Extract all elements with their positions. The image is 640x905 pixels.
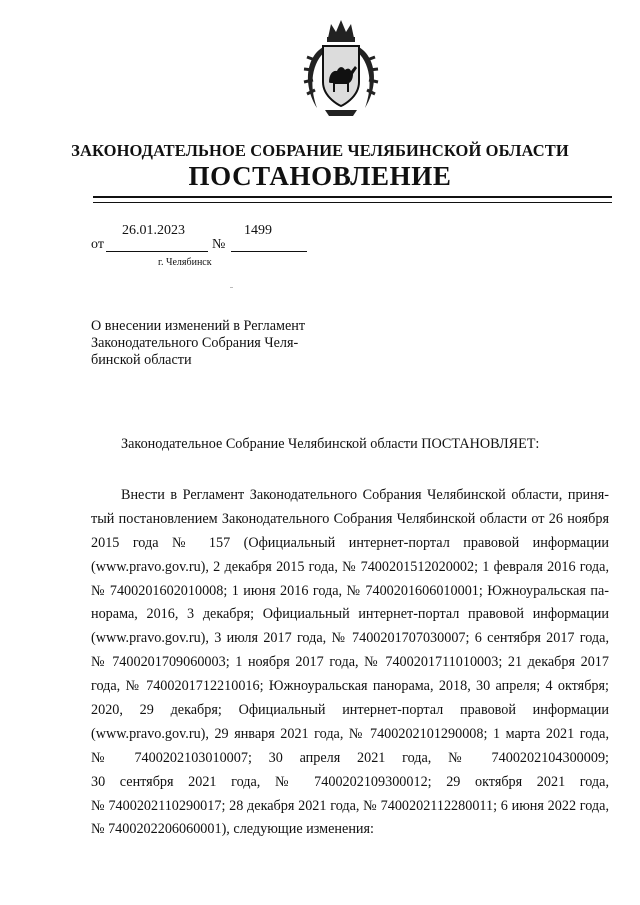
body-line: года, № 7400201712210016; Южноуральская панорама, 2018, 30 апреля; 4 октября; bbox=[91, 678, 609, 695]
city-label: г. Челябинск bbox=[158, 257, 212, 268]
subject-line: Законодательного Собрания Челя- bbox=[91, 335, 299, 351]
body-line: № 7400201602010008; 1 июня 2016 года, № 7400201606010001; Южноуральская па- bbox=[91, 582, 609, 599]
body-line: (www.pravo.gov.ru), 3 июля 2017 года, № 7400201707030007; 6 сентября 2017 года, bbox=[91, 630, 609, 647]
body-line: Внести в Регламент Законодательного Собрания Челябинской области, приня- bbox=[121, 487, 609, 503]
subject-line: О внесении изменений в Регламент bbox=[91, 318, 306, 334]
body-text bbox=[91, 484, 609, 842]
body-line: № 7400202103010007; 30 апреля 2021 года, № 7400202104300009; bbox=[91, 749, 609, 766]
date-underline bbox=[106, 251, 208, 252]
body-line: № 7400202206060001), следующие изменения: bbox=[91, 821, 374, 838]
body-line: 30 сентября 2021 года, № 7400202109300012; 29 октября 2021 года, bbox=[91, 773, 609, 790]
body-line: № 7400201709060003; 1 ноября 2017 года, № 7400201711010003; 21 декабря 2017 bbox=[91, 654, 609, 671]
resolution-statement: Законодательное Собрание Челябинской области ПОСТАНОВЛЯЕТ: bbox=[121, 436, 540, 452]
body-line: 2015 года № 157 (Официальный интернет-портал правовой информации bbox=[91, 534, 609, 551]
document-subject bbox=[91, 318, 309, 369]
document-date: 26.01.2023 bbox=[122, 223, 185, 238]
organization-name: ЗАКОНОДАТЕЛЬНОЕ СОБРАНИЕ ЧЕЛЯБИНСКОЙ ОБЛАСТИ bbox=[71, 141, 569, 160]
date-label: от bbox=[91, 237, 104, 252]
document-type: ПОСТАНОВЛЕНИЕ bbox=[188, 161, 452, 191]
body-line: норама, 2016, 3 декабря; Официальный интернет-портал правовой информации bbox=[91, 606, 609, 623]
body-line: (www.pravo.gov.ru), 29 января 2021 года, № 7400202101290008; 1 марта 2021 года, bbox=[91, 725, 609, 742]
header-rule-thick bbox=[93, 196, 612, 198]
body-line: № 7400202110290017; 28 декабря 2021 года, № 7400202112280011; 6 июня 2022 года, bbox=[91, 797, 609, 814]
subject-line: бинской области bbox=[91, 352, 192, 368]
number-label: № bbox=[212, 237, 226, 252]
coat-of-arms-icon bbox=[295, 16, 387, 126]
document-number: 1499 bbox=[244, 223, 272, 238]
scan-speck bbox=[230, 287, 233, 288]
body-line: (www.pravo.gov.ru), 2 декабря 2015 года, № 7400201512020002; 1 февраля 2016 года, bbox=[91, 558, 609, 575]
body-line: тый постановлением Законодательного Собрания Челябинской области от 26 ноября bbox=[91, 510, 609, 527]
header-rule-thin bbox=[93, 202, 612, 203]
number-underline bbox=[231, 251, 307, 252]
body-line: 2020, 29 декабря; Официальный интернет-портал правовой информации bbox=[91, 702, 609, 719]
